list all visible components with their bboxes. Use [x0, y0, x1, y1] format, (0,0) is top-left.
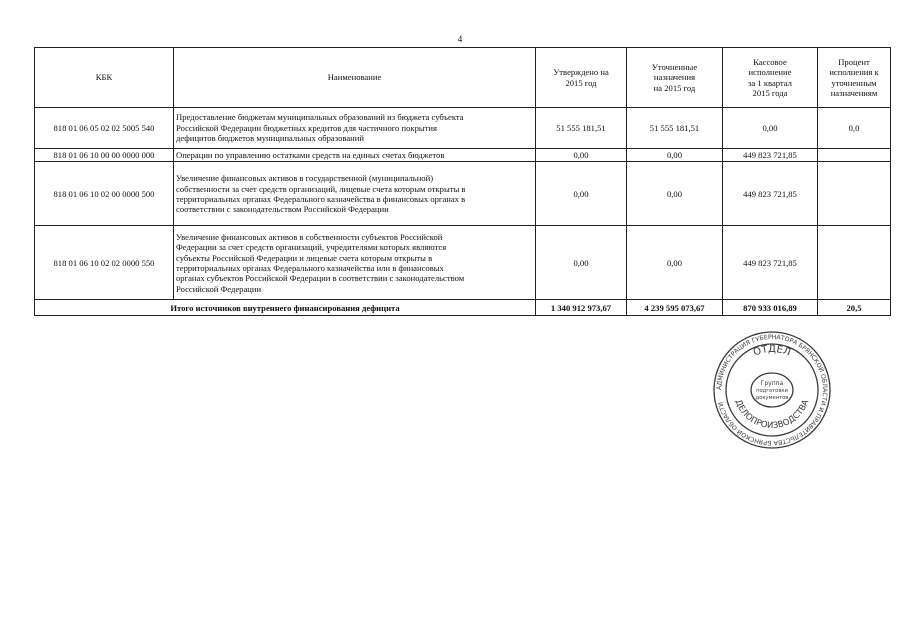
kbk-code: 818 01 06 10 00 00 0000 000 — [35, 149, 174, 162]
header-percent: Процент исполнения к уточненным назначениям — [818, 48, 891, 108]
stamp-center-line: подготовки — [756, 388, 788, 394]
total-cash: 870 933 016,89 — [723, 300, 818, 316]
specified-value: 0,00 — [627, 149, 723, 162]
cash-value: 449 823 721,85 — [723, 149, 818, 162]
stamp-outer-text: АДМИНИСТРАЦИЯ ГУБЕРНАТОРА БРЯНСКОЙ ОБЛАСТИ И ПРАВИТЕЛЬСТВА БРЯНСКОЙ ОБЛАСТИ — [715, 333, 829, 447]
cash-value: 449 823 721,85 — [723, 226, 818, 300]
total-specified: 4 239 595 073,67 — [627, 300, 723, 316]
department-stamp — [712, 330, 832, 450]
specified-value: 0,00 — [627, 226, 723, 300]
percent-value: 0,0 — [818, 108, 891, 149]
approved-value: 0,00 — [536, 162, 627, 226]
percent-value — [818, 149, 891, 162]
budget-sources-table — [34, 47, 891, 316]
approved-value: 51 555 181,51 — [536, 108, 627, 149]
total-row — [35, 300, 891, 316]
table-header-row — [35, 48, 891, 108]
header-cash: Кассовое исполнение за 1 квартал 2015 года — [723, 48, 818, 108]
specified-value: 0,00 — [627, 162, 723, 226]
kbk-code: 818 01 06 10 02 00 0000 500 — [35, 162, 174, 226]
row-name: Увеличение финансовых активов в государственной (муниципальной) собственности за счет средств организаций, лицевые счета которым открыты в территориальных органах Федерального казначейства в финансовых органах в соответствии с законодательством Российской Федерации — [174, 162, 536, 226]
kbk-code: 818 01 06 10 02 02 0000 550 — [35, 226, 174, 300]
stamp-center-line: документов — [755, 395, 789, 401]
approved-value: 0,00 — [536, 149, 627, 162]
row-name: Операции по управлению остатками средств на единых счетах бюджетов — [174, 149, 536, 162]
specified-value: 51 555 181,51 — [627, 108, 723, 149]
stamp-center-line: Группа — [760, 380, 784, 387]
total-label: Итого источников внутреннего финансирования дефицита — [35, 300, 536, 316]
total-approved: 1 340 912 973,67 — [536, 300, 627, 316]
stamp-department-bottom: ДЕЛОПРОИЗВОДСТВА — [732, 398, 812, 432]
row-name: Увеличение финансовых активов в собственности субъектов Российской Федерации за счет средств организаций, учредителями которых являются субъекты Российской Федерации и лицевые счета которым открыты в территориальных органах Федерального казначейства или в финансовых органах субъектов Российской Федерации в соответствии с законодательством Российской Федерации — [174, 226, 536, 300]
page-number: 4 — [457, 34, 463, 44]
cash-value: 0,00 — [723, 108, 818, 149]
table-row — [35, 108, 891, 149]
approved-value: 0,00 — [536, 226, 627, 300]
kbk-code: 818 01 06 05 02 02 5005 540 — [35, 108, 174, 149]
header-name: Наименование — [174, 48, 536, 108]
table-row — [35, 226, 891, 300]
percent-value — [818, 162, 891, 226]
header-specified: Уточненные назначения на 2015 год — [627, 48, 723, 108]
stamp-department-top: ОТДЕЛ — [751, 343, 793, 359]
table-row — [35, 149, 891, 162]
cash-value: 449 823 721,85 — [723, 162, 818, 226]
header-approved: Утверждено на 2015 год — [536, 48, 627, 108]
percent-value — [818, 226, 891, 300]
header-kbk: КБК — [35, 48, 174, 108]
row-name: Предоставление бюджетам муниципальных образований из бюджета субъекта Российской Федерации бюджетных кредитов для частичного покрытия дефицитов бюджетов муниципальных образований — [174, 108, 536, 149]
table-row — [35, 162, 891, 226]
total-percent: 20,5 — [818, 300, 891, 316]
